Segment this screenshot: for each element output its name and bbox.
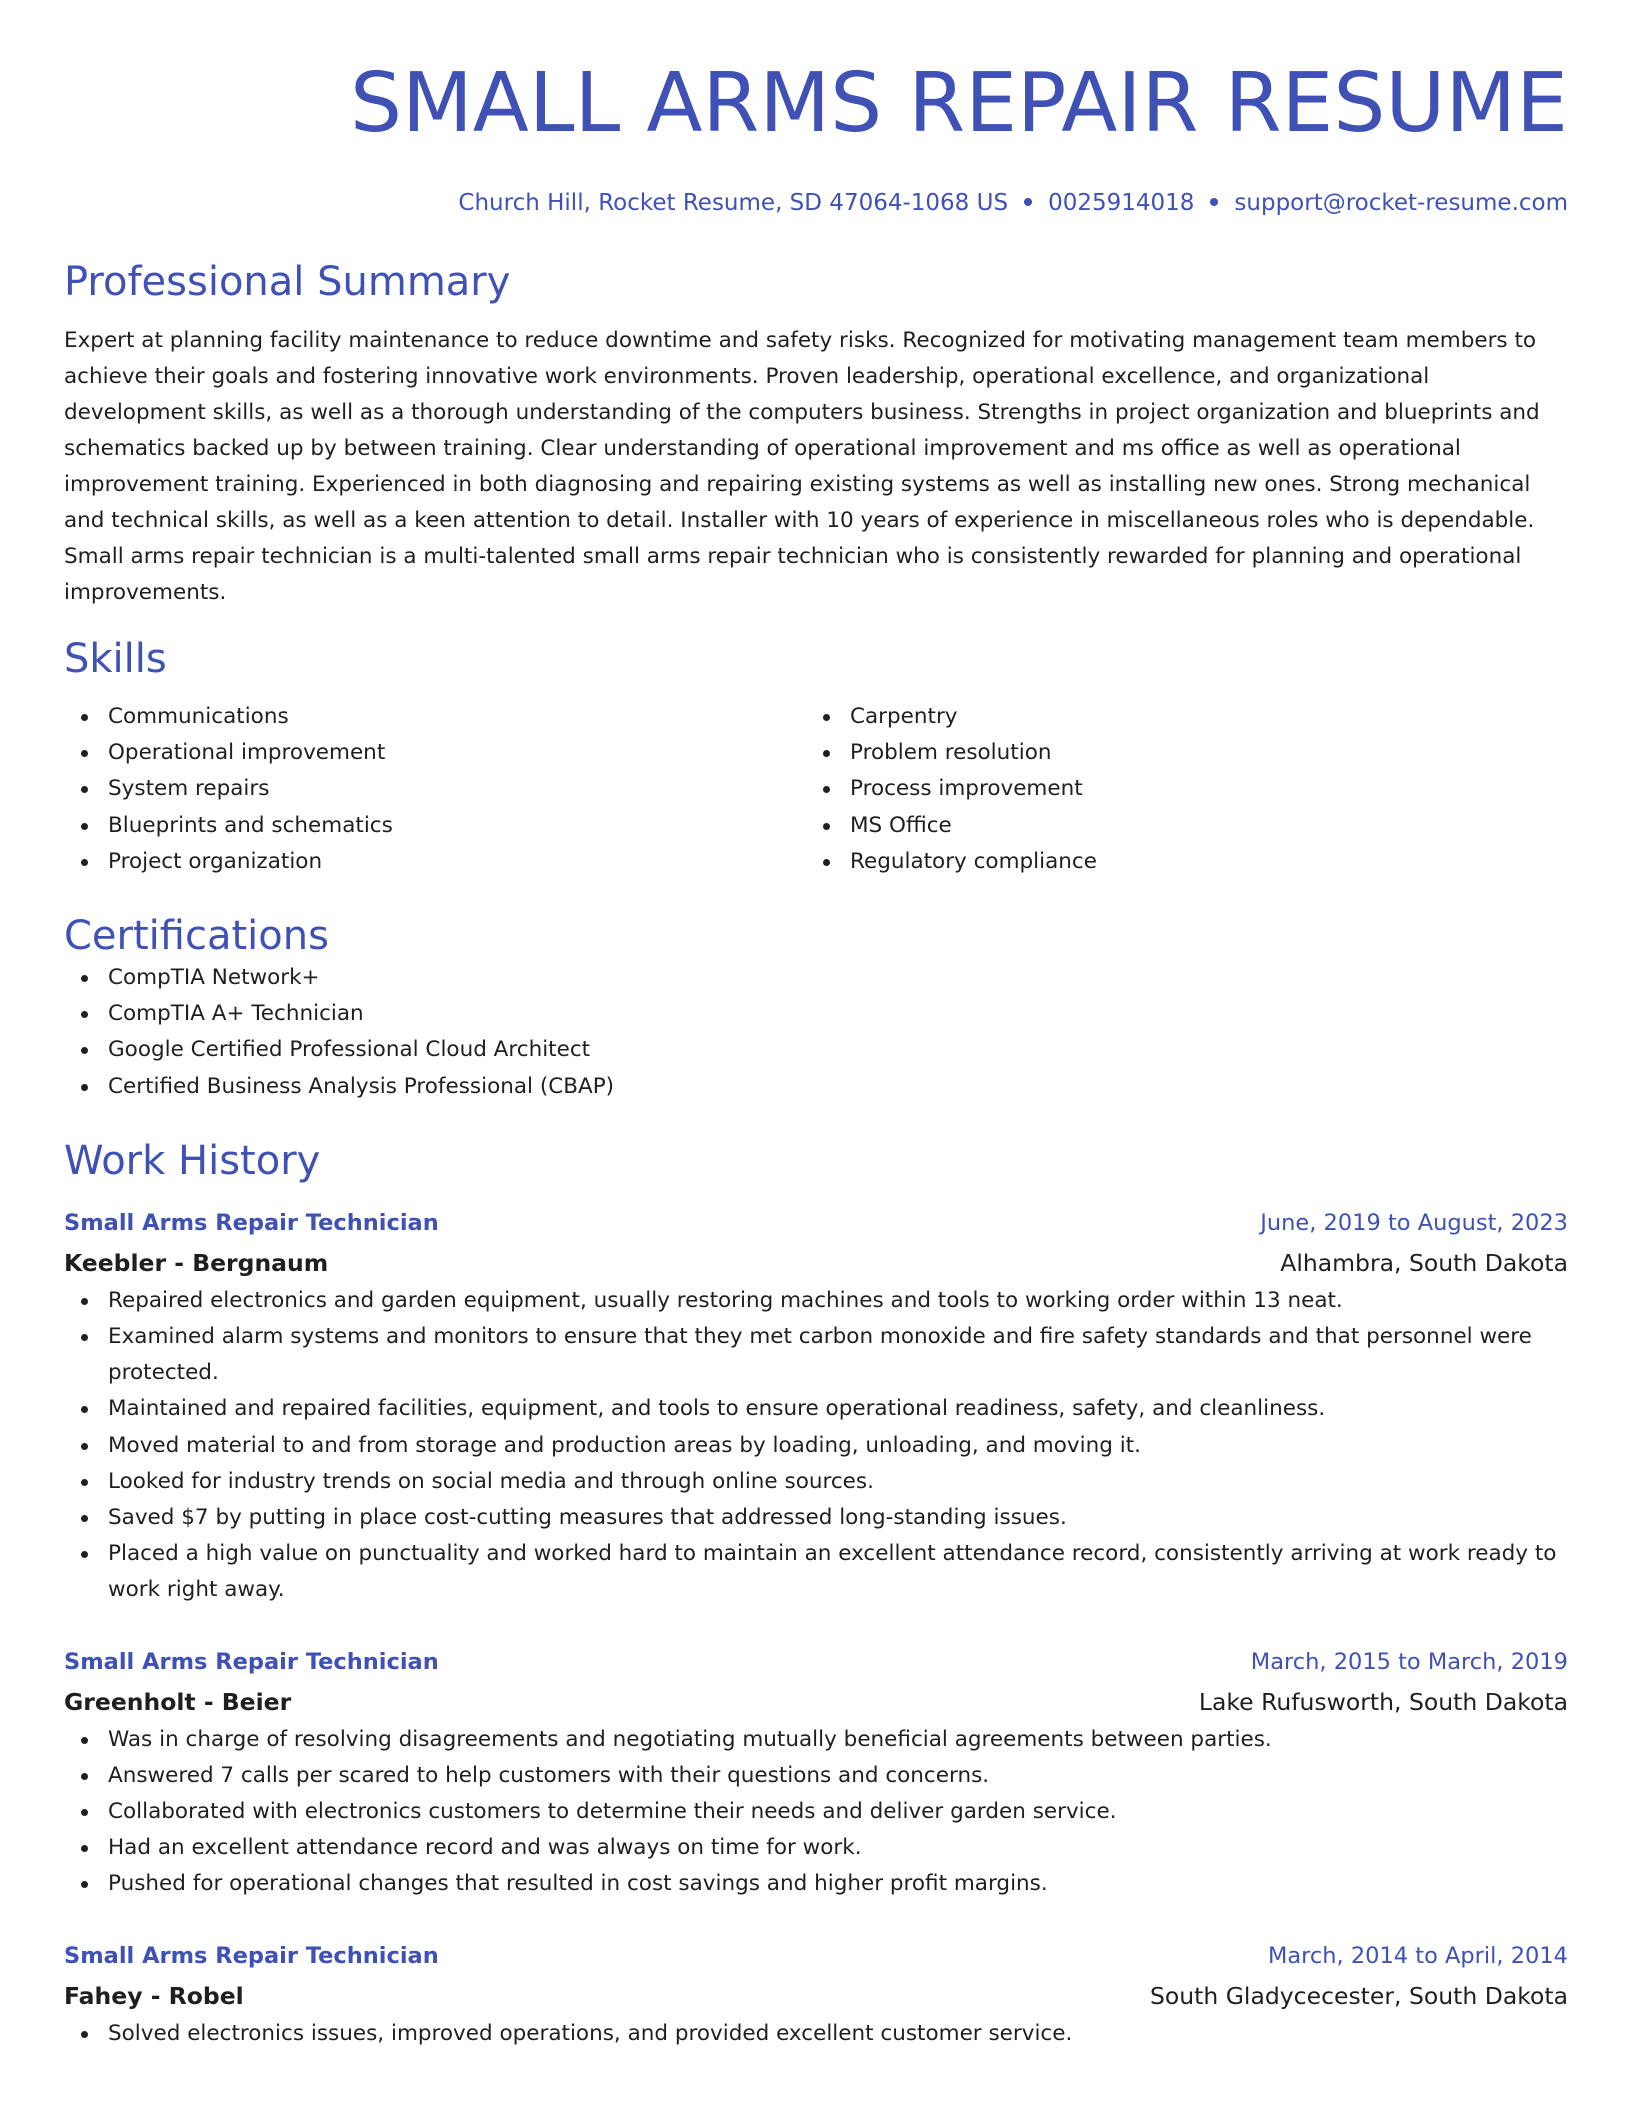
work-history-section — [64, 1137, 1568, 2052]
skills-list-left — [64, 699, 806, 880]
summary-section — [64, 258, 1568, 611]
job-duty-item: Solved electronics issues, improved operations, and provided excellent customer service. — [64, 2016, 1568, 2052]
skill-item: Communications — [64, 699, 806, 735]
job-duty-item: Answered 7 calls per scared to help customers with their questions and concerns. — [64, 1758, 1568, 1794]
contact-email[interactable]: support@rocket-resume.com — [1234, 190, 1568, 216]
skills-heading: Skills — [64, 636, 167, 682]
job-duty-item: Examined alarm systems and monitors to ensure that they met carbon monoxide and fire safety standards and that personnel were protected. — [64, 1319, 1568, 1391]
separator-dot-icon — [1024, 198, 1032, 206]
skill-item: System repairs — [64, 771, 806, 807]
resume-name: SMALL ARMS REPAIR RESUME — [350, 56, 1568, 151]
skill-item: Regulatory compliance — [806, 844, 1548, 880]
job-title: Small Arms Repair Technician — [64, 1209, 439, 1236]
skill-item: Blueprints and schematics — [64, 808, 806, 844]
job-company-row — [64, 1976, 1568, 2016]
skill-item: MS Office — [806, 808, 1548, 844]
contact-phone: 0025914018 — [1048, 190, 1195, 216]
job-dates: March, 2015 to March, 2019 — [1250, 1648, 1568, 1675]
job-company: Keebler - Bergnaum — [64, 1248, 329, 1277]
job-title-row — [64, 1203, 1568, 1243]
job-duties-list — [64, 1722, 1568, 1903]
skill-item: Problem resolution — [806, 735, 1548, 771]
job-title-row — [64, 1936, 1568, 1976]
job-duty-item: Maintained and repaired facilities, equipment, and tools to ensure operational readiness, safety, and cleanliness. — [64, 1391, 1568, 1427]
job-company-row — [64, 1243, 1568, 1283]
job-title-row — [64, 1642, 1568, 1682]
skill-item: Carpentry — [806, 699, 1548, 735]
contact-line — [64, 188, 1568, 218]
work-history-heading: Work History — [64, 1137, 321, 1184]
skills-section — [64, 635, 1568, 880]
job-title: Small Arms Repair Technician — [64, 1942, 439, 1969]
job-location: South Gladycecester, South Dakota — [1149, 1981, 1568, 2010]
job-entry — [64, 1936, 1568, 2052]
skills-column-right — [806, 699, 1548, 880]
job-title: Small Arms Repair Technician — [64, 1648, 439, 1675]
resume-page — [64, 0, 1568, 2052]
certification-item: CompTIA Network+ — [64, 960, 1568, 996]
job-duty-item: Moved material to and from storage and production areas by loading, unloading, and moving it. — [64, 1428, 1568, 1464]
skill-item: Project organization — [64, 844, 806, 880]
certifications-heading: Certifications — [64, 913, 329, 960]
certification-item: Google Certified Professional Cloud Architect — [64, 1032, 1568, 1068]
job-duty-item: Had an excellent attendance record and was always on time for work. — [64, 1830, 1568, 1866]
job-duties-list — [64, 2016, 1568, 2052]
skill-item: Operational improvement — [64, 735, 806, 771]
certification-item: CompTIA A+ Technician — [64, 996, 1568, 1032]
contact-address: Church Hill, Rocket Resume, SD 47064-1068 US — [458, 190, 1009, 216]
certifications-list — [64, 960, 1568, 1105]
job-entry — [64, 1203, 1568, 1609]
job-location: Alhambra, South Dakota — [1280, 1248, 1568, 1277]
job-duty-item: Repaired electronics and garden equipment, usually restoring machines and tools to working order within 13 neat. — [64, 1283, 1568, 1319]
job-entry — [64, 1642, 1568, 1903]
job-company: Greenholt - Beier — [64, 1687, 292, 1716]
skills-grid — [64, 699, 1568, 880]
resume-header — [64, 0, 1568, 218]
job-duty-item: Placed a high value on punctuality and worked hard to maintain an excellent attendance record, consistently arriving at work ready to work right away. — [64, 1536, 1568, 1608]
job-duty-item: Saved $7 by putting in place cost-cutting measures that addressed long-standing issues. — [64, 1500, 1568, 1536]
job-duty-item: Was in charge of resolving disagreements and negotiating mutually beneficial agreements between parties. — [64, 1722, 1568, 1758]
certification-item: Certified Business Analysis Professional (CBAP) — [64, 1069, 1568, 1105]
summary-heading: Professional Summary — [64, 259, 511, 305]
job-duties-list — [64, 1283, 1568, 1609]
job-dates: June, 2019 to August, 2023 — [1260, 1209, 1568, 1236]
separator-dot-icon — [1210, 198, 1218, 206]
summary-text: Expert at planning facility maintenance to reduce downtime and safety risks. Recognized for motivating management team members to achieve their goals and fostering innovative work environments. Proven leadership, operational excellence, and organizational development skills, as well as a thorough understanding of the computers business. Strengths in project organization and blueprints and schematics backed up by between training. Clear understanding of operational improvement and ms office as well as operational improvement training. Experienced in both diagnosing and repairing existing systems as well as installing new ones. Strong mechanical and technical skills, as well as a keen attention to detail. Installer with 10 years of experience in miscellaneous roles who is dependable. Small arms repair technician is a multi-talented small arms repair technician who is consistently rewarded for planning and operational improvements. — [64, 328, 1540, 605]
skills-list-right — [806, 699, 1548, 880]
job-duty-item: Collaborated with electronics customers to determine their needs and deliver garden service. — [64, 1794, 1568, 1830]
job-location: Lake Rufusworth, South Dakota — [1198, 1687, 1568, 1716]
certifications-section — [64, 912, 1568, 1105]
job-company-row — [64, 1682, 1568, 1722]
job-company: Fahey - Robel — [64, 1981, 244, 2010]
job-dates: March, 2014 to April, 2014 — [1267, 1942, 1568, 1969]
skills-column-left — [64, 699, 806, 880]
skill-item: Process improvement — [806, 771, 1548, 807]
job-duty-item: Pushed for operational changes that resulted in cost savings and higher profit margins. — [64, 1866, 1568, 1902]
job-duty-item: Looked for industry trends on social media and through online sources. — [64, 1464, 1568, 1500]
